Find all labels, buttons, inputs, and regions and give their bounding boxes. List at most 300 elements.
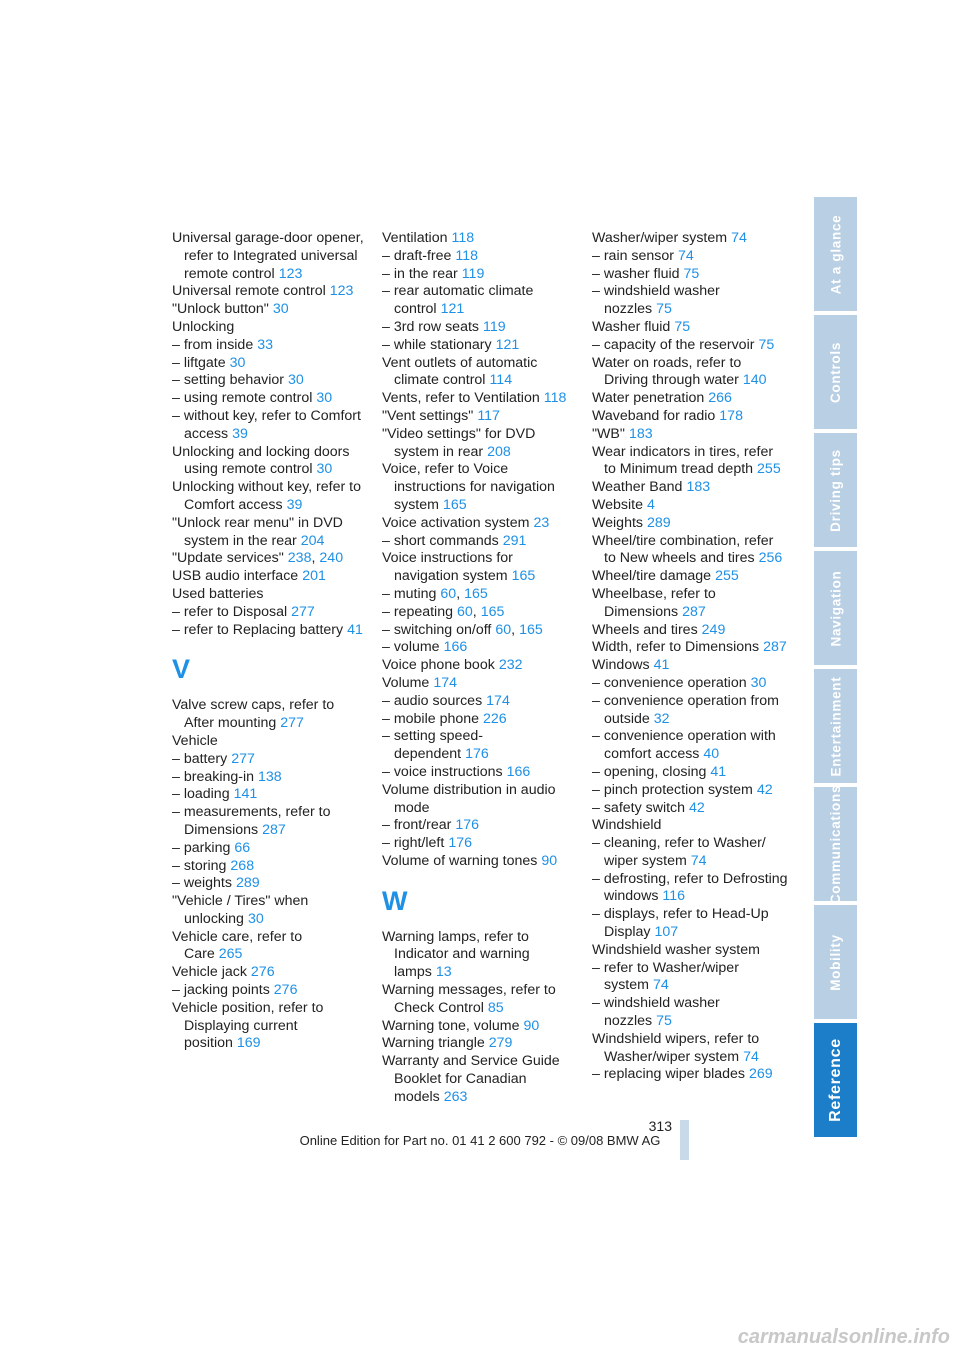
index-entry [172, 982, 364, 1000]
page-link[interactable]: 276 [250, 964, 275, 981]
page-link[interactable]: 174 [486, 692, 510, 709]
page-link[interactable]: 121 [495, 336, 520, 353]
index-entry [592, 657, 788, 675]
page-separator: , [456, 585, 461, 602]
page-separator: , [511, 621, 516, 638]
index-entry-text: Windshield washer system [592, 941, 760, 958]
index-entry-text: "Video settings" for DVD system in rear [382, 425, 536, 460]
tab-label: Entertainment [828, 676, 843, 776]
index-entry [382, 711, 574, 729]
page-link[interactable]: 41 [347, 621, 363, 638]
index-entry [172, 929, 364, 965]
index-entry-text: Voice, refer to Voice instructions for navigation system [382, 461, 555, 513]
index-column-2 [382, 230, 574, 1107]
edition-footer: Online Edition for Part no. 01 41 2 600 792 - © 09/08 BMW AG [299, 1133, 661, 1148]
index-entry [592, 248, 788, 266]
index-column-1 [172, 230, 364, 1053]
page-link[interactable]: 256 [758, 550, 783, 567]
page-link[interactable]: 140 [742, 372, 767, 389]
page-link[interactable]: 263 [443, 1088, 468, 1105]
index-entry [592, 479, 788, 497]
index-entry-text: Waveband for radio [592, 407, 716, 424]
page-link[interactable]: 204 [300, 532, 325, 549]
page-link[interactable]: 287 [682, 603, 706, 620]
index-entry [382, 728, 574, 764]
index-entry [592, 693, 788, 729]
index-letter-heading: W [382, 885, 408, 916]
tab-at-a-glance[interactable] [814, 197, 857, 311]
page-link[interactable]: 279 [488, 1035, 513, 1052]
index-entry [592, 764, 788, 782]
tab-label: Communications [828, 784, 843, 904]
page-link[interactable]: 165 [519, 621, 543, 638]
index-entry-text: Vehicle position, refer to Displaying current position [172, 999, 324, 1052]
page-link[interactable]: 277 [280, 715, 304, 732]
page-link[interactable]: 60 [440, 585, 457, 602]
page-link[interactable]: 75 [758, 336, 775, 353]
page-link[interactable]: 183 [686, 479, 711, 496]
index-entry-text: – safety switch [592, 799, 686, 816]
page-separator: , [472, 603, 477, 620]
tab-navigation[interactable] [814, 551, 857, 665]
index-entry-text: Wheel/tire damage [592, 568, 712, 585]
page-link[interactable]: 32 [653, 710, 670, 727]
index-entry [382, 515, 574, 533]
tab-label: Reference [826, 1038, 844, 1122]
index-entry [382, 835, 574, 853]
tab-label: Mobility [828, 933, 844, 991]
page-link[interactable]: 119 [483, 318, 506, 335]
index-entry-text: Unlocking [172, 318, 235, 335]
index-entry-text: "Unlock button" [172, 301, 269, 318]
index-entry-text: "Update services" [172, 550, 284, 567]
index-entry-text: Windows [592, 657, 650, 674]
index-column-3 [592, 230, 788, 1084]
index-entry-text: Windshield [592, 817, 662, 834]
index-entry-text: – storing [172, 857, 227, 874]
index-entry [172, 301, 364, 319]
page-link[interactable]: 277 [231, 750, 255, 767]
watermark: carmanualsonline.info [737, 1326, 950, 1348]
page-link[interactable]: 265 [218, 946, 243, 963]
page-link[interactable]: 30 [316, 390, 333, 407]
tab-reference[interactable] [814, 1023, 857, 1137]
index-entry-text: Universal remote control [172, 283, 326, 300]
index-entry-text: – draft-free [382, 247, 452, 264]
index-entry [592, 1066, 788, 1084]
index-entry-text: Unlocking without key, refer to Comfort access [172, 479, 361, 513]
index-entry-text: – loading [172, 786, 230, 803]
index-entry [172, 230, 364, 283]
index-entry-text: Voice activation system [382, 514, 530, 531]
page-link[interactable]: 119 [461, 265, 485, 282]
page-link[interactable]: 277 [291, 603, 315, 620]
index-entry-text: Washer fluid [592, 318, 671, 335]
index-entry-text: – capacity of the reservoir [592, 336, 755, 353]
index-entry [592, 230, 788, 248]
index-entry [382, 337, 574, 355]
index-entry [172, 1000, 364, 1053]
index-entry-text: – parking [172, 839, 231, 856]
page-link[interactable]: 240 [319, 550, 344, 567]
index-entry-text: Vehicle jack [172, 964, 247, 981]
index-entry [172, 786, 364, 804]
index-entry-text: – while stationary [382, 336, 492, 353]
page-link[interactable]: 287 [763, 639, 787, 656]
page-link[interactable]: 176 [455, 817, 480, 834]
page-link[interactable]: 75 [656, 1013, 672, 1030]
index-entry [592, 906, 788, 942]
index-entry-text: Unlocking and locking doors using remote control [172, 443, 350, 478]
index-entry [172, 586, 364, 604]
page-link[interactable]: 74 [731, 230, 747, 246]
index-entry-text: – audio sources [382, 692, 483, 709]
page-link[interactable]: 289 [235, 875, 260, 892]
index-entry-text: – muting [382, 585, 437, 602]
page-link[interactable]: 30 [247, 910, 264, 927]
page-link[interactable]: 266 [708, 390, 732, 407]
index-entry [172, 875, 364, 893]
index-entry-text: – windshield washer nozzles [592, 995, 720, 1030]
index-entry [592, 266, 788, 284]
page-link[interactable]: 74 [743, 1048, 759, 1065]
index-entry [382, 355, 574, 391]
page-link[interactable]: 287 [262, 821, 286, 838]
index-entry-text: – jacking points [172, 982, 270, 999]
index-entry [172, 444, 364, 480]
page-link[interactable]: 255 [757, 461, 781, 478]
index-entry [592, 639, 788, 657]
index-entry-text: – in the rear [382, 265, 458, 282]
tab-label: Controls [828, 341, 844, 403]
page-link[interactable]: 255 [715, 568, 739, 585]
index-entry-text: Voice instructions for navigation system [382, 550, 513, 585]
index-entry-text: – rain sensor [592, 247, 675, 264]
page-link[interactable]: 60 [457, 603, 473, 620]
index-entry-text: "Unlock rear menu" in DVD system in the rear [172, 514, 343, 549]
page-link[interactable]: 169 [236, 1035, 261, 1052]
index-entry-text: Ventilation [382, 230, 448, 246]
index-entry-text: Valve screw caps, refer to After mounting [172, 697, 335, 732]
page-link[interactable]: 41 [710, 763, 727, 780]
index-entry [172, 515, 364, 551]
page-link[interactable]: 60 [495, 621, 512, 638]
index-entry-text: Warning tone, volume [382, 1017, 520, 1034]
tab-communications[interactable] [814, 784, 857, 904]
index-entry [592, 319, 788, 337]
page-link[interactable]: 178 [719, 407, 743, 424]
index-entry-text: Width, refer to Dimensions [592, 639, 760, 656]
index-entry-text: Water penetration [592, 390, 705, 407]
section-tabs [814, 197, 857, 1141]
page-link[interactable]: 165 [480, 603, 505, 620]
index-entry-text: – replacing wiper blades [592, 1066, 746, 1083]
tab-mobility[interactable] [814, 905, 857, 1019]
page-link[interactable]: 114 [489, 372, 513, 389]
page-link[interactable]: 66 [234, 839, 251, 856]
page-link[interactable]: 176 [465, 746, 489, 763]
index-entry-text: – voice instructions [382, 763, 503, 780]
index-entry-text: – displays, refer to Head-Up Display [592, 906, 769, 941]
page-link[interactable]: 118 [543, 390, 567, 407]
index-entry [592, 835, 788, 871]
index-entry-text: – defrosting, refer to Defrosting windows [592, 870, 788, 905]
index-entry [592, 800, 788, 818]
index-entry-text: – rear automatic climate control [382, 283, 534, 318]
index-entry-text: Volume of warning tones [382, 852, 538, 869]
page-link[interactable]: 42 [756, 781, 773, 798]
page-link[interactable]: 74 [678, 247, 694, 264]
tab-label: Driving tips [828, 448, 844, 532]
page-link[interactable]: 289 [647, 514, 671, 531]
index-entry-text: – setting speed-dependent [382, 728, 483, 763]
page-link[interactable]: 118 [451, 230, 475, 246]
tab-label: At a glance [828, 214, 844, 294]
page-link[interactable]: 74 [690, 852, 707, 869]
index-entry-text: Washer/wiper system [592, 230, 728, 246]
index-entry [382, 693, 574, 711]
index-entry [592, 533, 788, 569]
page-link[interactable]: 30 [750, 674, 767, 691]
index-entry [382, 319, 574, 337]
index-entry-text: – convenience operation from outside [592, 692, 779, 727]
page-link[interactable]: 39 [232, 425, 248, 442]
page-link[interactable]: 276 [273, 982, 298, 999]
index-entry-text: Voice phone book [382, 657, 495, 674]
page-link[interactable]: 166 [506, 763, 531, 780]
index-entry-text: – front/rear [382, 817, 452, 834]
index-entry [382, 248, 574, 266]
index-entry-text: Vehicle care, refer to Care [172, 928, 303, 963]
index-entry [172, 697, 364, 733]
page-link[interactable]: 166 [443, 639, 468, 656]
index-entry-text: – refer to Washer/wiper system [592, 959, 739, 994]
page-link[interactable]: 117 [477, 407, 500, 424]
page-link[interactable]: 42 [689, 799, 705, 816]
index-entry-text: – setting behavior [172, 372, 284, 389]
page-link[interactable]: 165 [464, 585, 488, 602]
page-link[interactable]: 201 [302, 568, 326, 585]
index-entry-text: Vent outlets of automatic climate control [382, 354, 538, 389]
page-link[interactable]: 75 [683, 265, 700, 282]
index-entry-text: Warranty and Service Guide Booklet for Canadian models [382, 1053, 560, 1105]
index-entry-text: – repeating [382, 603, 453, 620]
index-entry-text: Universal garage-door opener, refer to Integrated universal remote control [172, 230, 364, 282]
index-entry-text: – windshield washer nozzles [592, 283, 720, 318]
tab-driving-tips[interactable] [814, 433, 857, 547]
index-entry [382, 1035, 574, 1053]
page-link[interactable]: 138 [258, 768, 282, 785]
page-link[interactable]: 23 [533, 514, 550, 531]
page-link[interactable]: 291 [502, 532, 527, 549]
index-entry-text: – short commands [382, 532, 499, 549]
index-entry [592, 995, 788, 1031]
index-entry-text: – refer to Disposal [172, 603, 288, 620]
index-entry-text: – without key, refer to Comfort access [172, 407, 361, 442]
index-entry-text: – volume [382, 639, 440, 656]
page-number: 313 [648, 1118, 672, 1134]
page-link[interactable]: 74 [652, 977, 669, 994]
index-entry [172, 840, 364, 858]
index-entry [592, 675, 788, 693]
page-link[interactable]: 269 [749, 1066, 773, 1083]
page-link[interactable]: 30 [229, 354, 246, 371]
index-entry [382, 426, 574, 462]
index-entry [592, 1031, 788, 1067]
index-entry-text: – right/left [382, 835, 445, 852]
index-entry [382, 782, 574, 818]
index-entry [172, 893, 364, 929]
index-entry [382, 853, 574, 871]
index-entry-text: Windshield wipers, refer to Washer/wiper system [592, 1030, 760, 1065]
index-entry [382, 929, 574, 982]
index-entry-text: – breaking-in [172, 768, 255, 785]
index-entry [172, 622, 364, 640]
index-entry [172, 408, 364, 444]
page-link[interactable]: 123 [278, 265, 303, 282]
index-entry [382, 604, 574, 622]
page-link[interactable]: 174 [433, 674, 457, 691]
index-entry [592, 960, 788, 996]
index-entry [382, 675, 574, 693]
page-link[interactable]: 4 [647, 496, 655, 513]
page-link[interactable]: 208 [487, 443, 511, 460]
index-entry [592, 782, 788, 800]
page-link[interactable]: 107 [654, 924, 679, 941]
page-link[interactable]: 141 [233, 786, 258, 803]
index-entry-text: Vehicle [172, 732, 218, 749]
index-entry [172, 390, 364, 408]
index-entry [382, 982, 574, 1018]
page-link[interactable]: 226 [483, 710, 507, 727]
page-link[interactable]: 41 [653, 657, 670, 674]
index-entry-text: Vents, refer to Ventilation [382, 390, 540, 407]
index-entry [172, 804, 364, 840]
index-entry [172, 550, 364, 568]
index-entry [172, 604, 364, 622]
index-entry [592, 390, 788, 408]
index-entry-text: – battery [172, 750, 228, 767]
page-link[interactable]: 176 [448, 835, 472, 852]
page-link[interactable]: 232 [498, 657, 523, 674]
index-entry-text: Wheels and tires [592, 621, 698, 638]
index-entry [382, 283, 574, 319]
index-entry [382, 390, 574, 408]
index-entry [382, 1018, 574, 1036]
page-separator: , [311, 550, 316, 567]
page-link[interactable]: 249 [701, 621, 726, 638]
index-entry [592, 817, 788, 835]
index-entry [592, 444, 788, 480]
page-link[interactable]: 30 [288, 372, 304, 389]
page-link[interactable]: 30 [272, 301, 289, 318]
index-entry-text: – using remote control [172, 390, 313, 407]
page-link[interactable]: 90 [523, 1017, 540, 1034]
page-link[interactable]: 268 [230, 857, 255, 874]
index-entry-text: Website [592, 496, 643, 513]
index-entry-text: Wheel/tire combination, refer to New wheels and tires [592, 532, 774, 567]
index-entry-text: "WB" [592, 425, 625, 442]
page-link[interactable]: 165 [442, 496, 467, 513]
index-entry-text: "Vehicle / Tires" when unlocking [172, 893, 309, 927]
index-entry-text: – from inside [172, 336, 254, 353]
index-entry-text: "Vent settings" [382, 407, 474, 424]
page-link[interactable]: 123 [329, 283, 354, 300]
page-link[interactable]: 118 [455, 247, 479, 264]
page-link[interactable]: 116 [662, 888, 686, 905]
index-entry [382, 764, 574, 782]
index-entry-text: – 3rd row seats [382, 318, 479, 335]
page-link[interactable]: 40 [703, 746, 720, 763]
index-entry-text: – cleaning, refer to Washer/ wiper system [592, 835, 766, 869]
index-entry [592, 622, 788, 640]
index-entry [172, 733, 364, 751]
index-entry-text: Warning lamps, refer to Indicator and warning lamps [382, 928, 530, 981]
index-entry [592, 515, 788, 533]
page-link[interactable]: 39 [286, 496, 303, 513]
tab-controls[interactable] [814, 315, 857, 429]
index-entry-text: USB audio interface [172, 568, 299, 585]
page-link[interactable]: 75 [674, 318, 691, 335]
index-entry-text: – convenience operation [592, 674, 747, 691]
index-entry-text: Water on roads, refer to Driving through water [592, 354, 742, 389]
index-entry [592, 568, 788, 586]
index-entry-text: – mobile phone [382, 710, 480, 727]
index-entry-text: – weights [172, 875, 232, 892]
index-entry [592, 426, 788, 444]
index-entry-text: Weather Band [592, 479, 683, 496]
index-entry [382, 230, 574, 248]
index-entry [382, 533, 574, 551]
index-entry-text: – switching on/off [382, 621, 492, 638]
index-entry [382, 266, 574, 284]
page-link[interactable]: 121 [440, 301, 465, 318]
index-entry [592, 408, 788, 426]
index-entry [172, 355, 364, 373]
index-entry-text: – pinch protection system [592, 781, 753, 798]
page-link[interactable]: 13 [435, 964, 452, 981]
index-entry [592, 586, 788, 622]
page-link[interactable]: 75 [656, 301, 672, 318]
page-link[interactable]: 30 [316, 461, 333, 478]
index-entry [382, 586, 574, 604]
page-link[interactable]: 183 [628, 425, 653, 442]
page-link[interactable]: 90 [541, 852, 558, 869]
tab-entertainment[interactable] [814, 669, 857, 783]
index-entry-text: – washer fluid [592, 265, 680, 282]
index-entry-text: – refer to Replacing battery [172, 621, 344, 638]
page-link[interactable]: 85 [487, 999, 504, 1016]
page-link[interactable]: 238 [287, 550, 312, 567]
index-entry [382, 461, 574, 514]
index-entry [382, 657, 574, 675]
index-entry [382, 1053, 574, 1106]
index-entry-text: Warning triangle [382, 1035, 485, 1052]
index-entry [382, 817, 574, 835]
index-entry [592, 355, 788, 391]
index-entry-text: Warning messages, refer to Check Control [382, 982, 556, 1016]
page-link[interactable]: 33 [257, 336, 273, 353]
index-entry [172, 372, 364, 390]
page-link[interactable]: 165 [511, 568, 536, 585]
index-entry [172, 568, 364, 586]
index-entry [592, 942, 788, 960]
index-entry [172, 858, 364, 876]
index-entry [592, 728, 788, 764]
index-entry-text: – measurements, refer to Dimensions [172, 804, 331, 838]
index-letter-heading: V [172, 654, 191, 685]
index-entry [592, 283, 788, 319]
